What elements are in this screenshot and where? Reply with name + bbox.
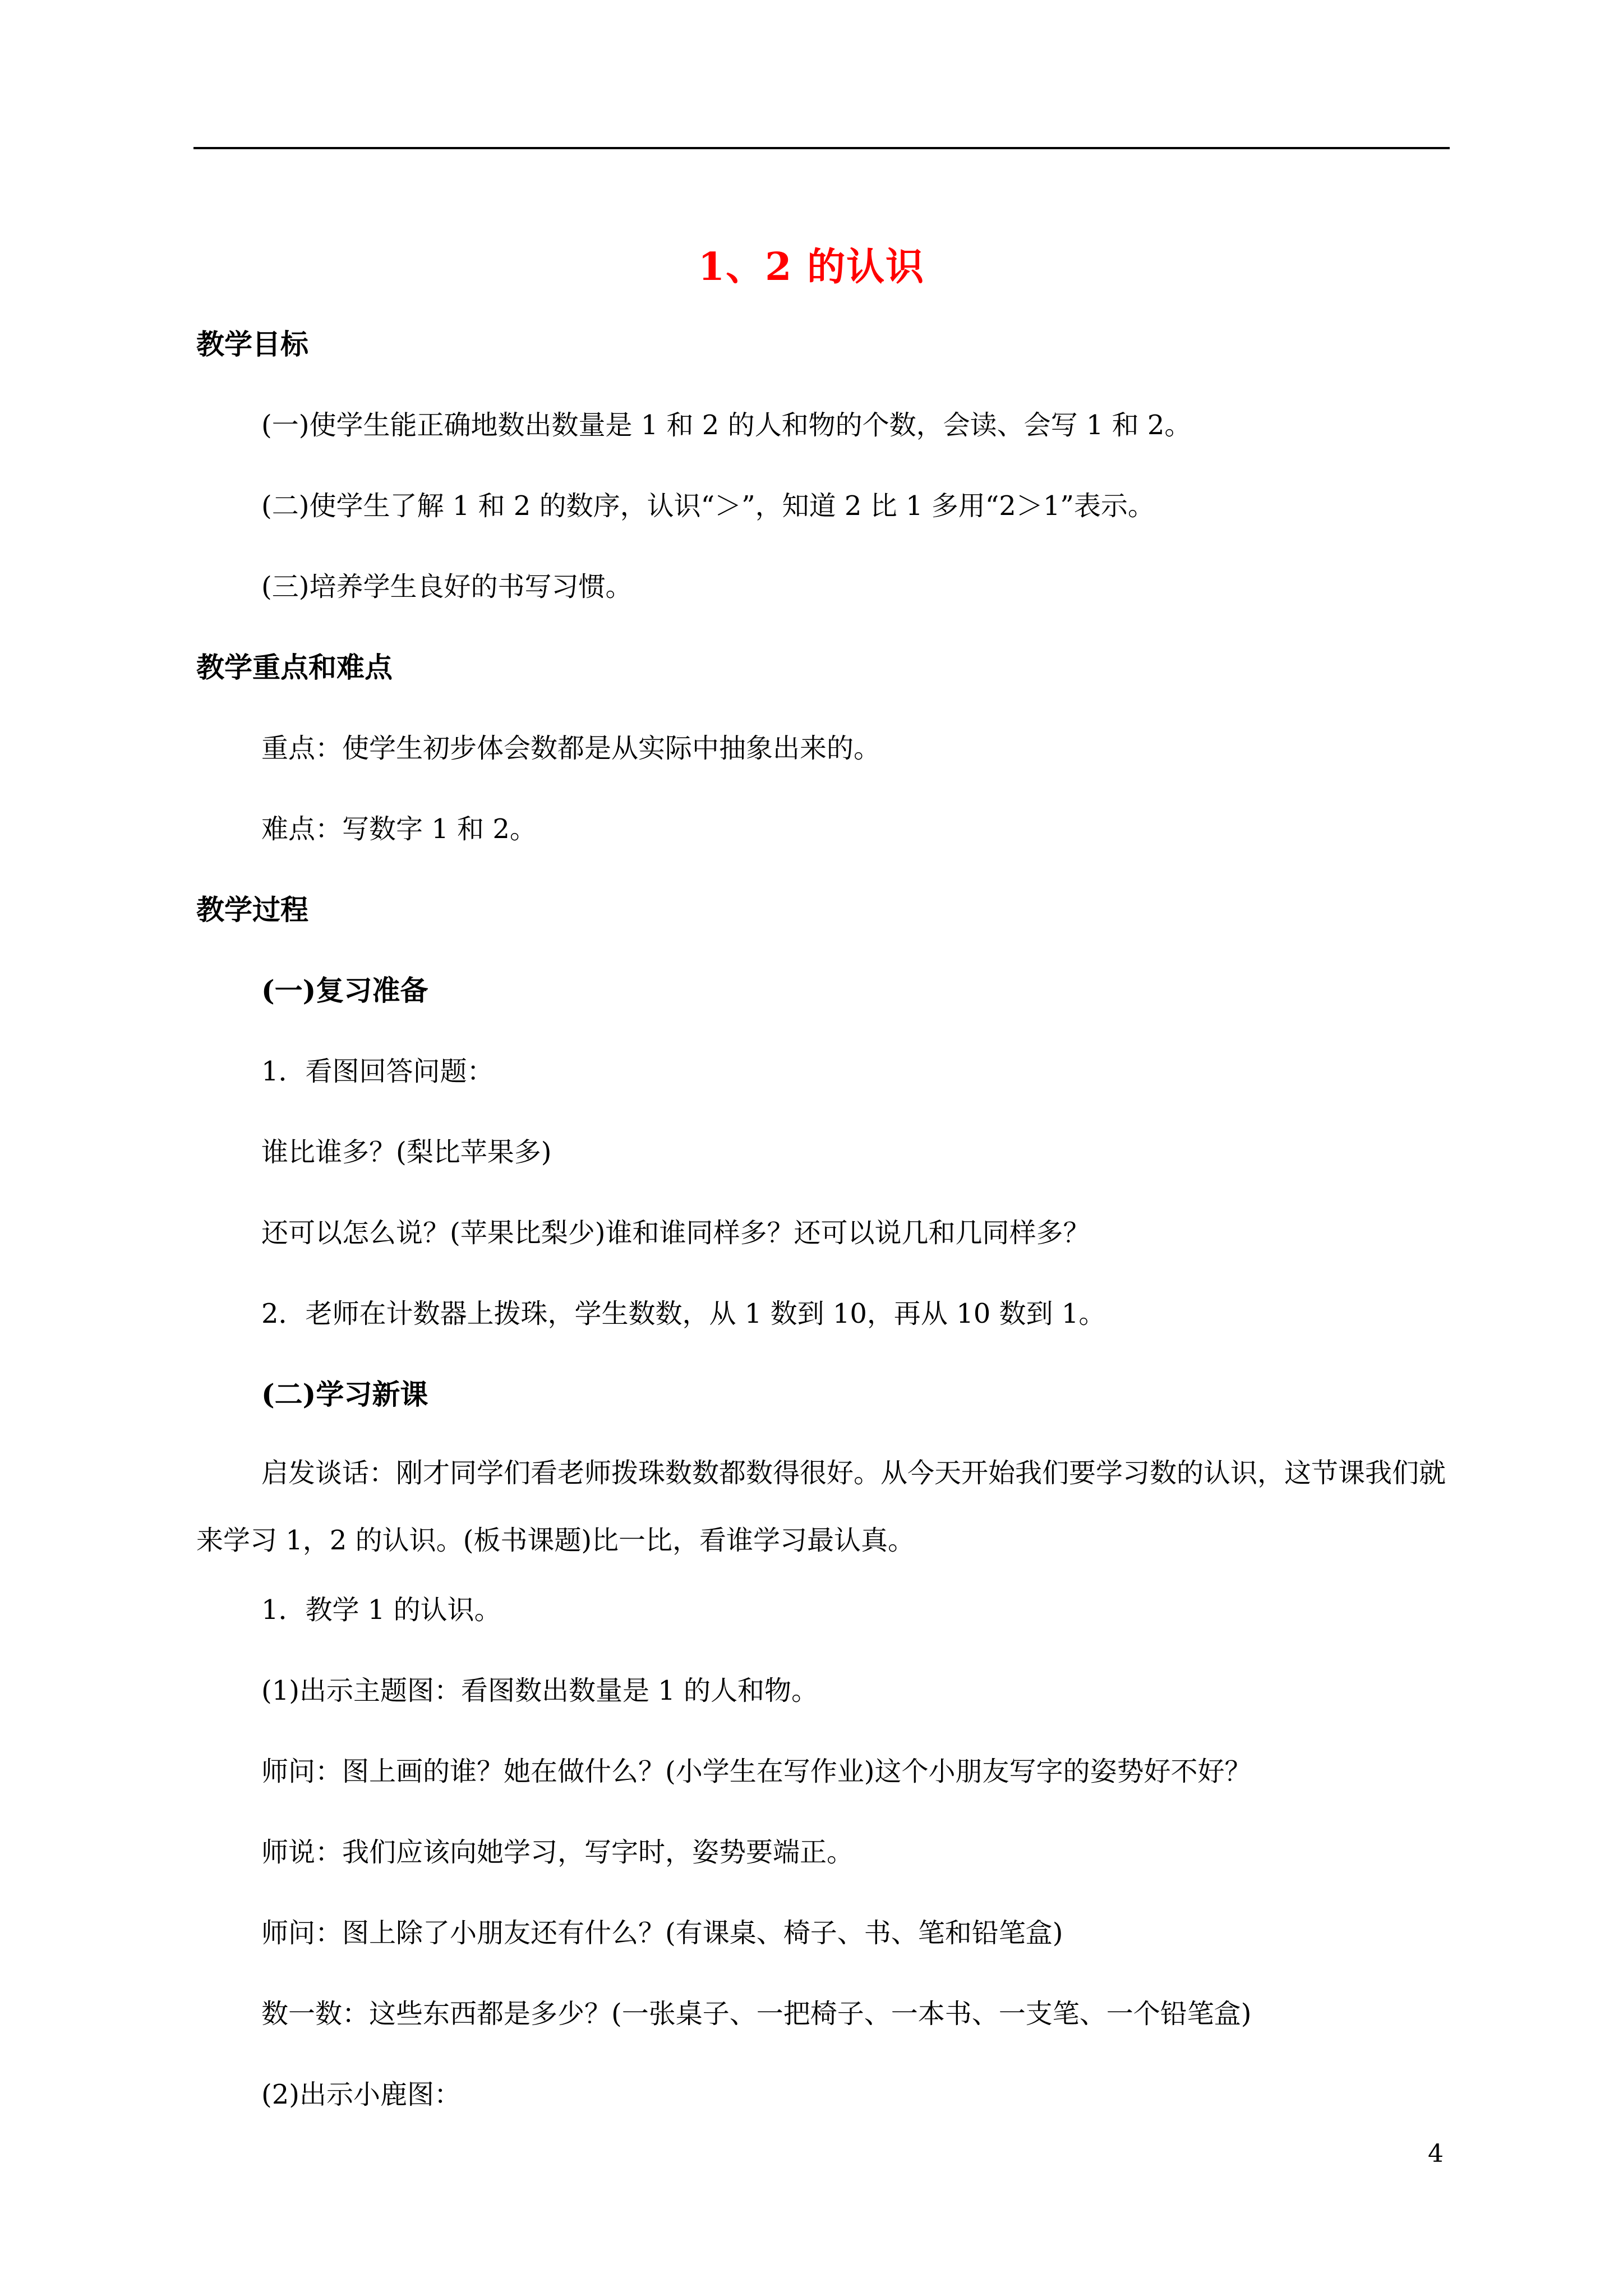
lesson-item-7: (2)出示小鹿图：: [261, 2079, 461, 2110]
goal-1: (一)使学生能正确地数出数量是 1 和 2 的人和物的个数，会读、会写 1 和 2。: [261, 409, 1192, 441]
review-item-2: 谁比谁多？(梨比苹果多): [261, 1137, 552, 1168]
goal-3: (三)培养学生良好的书写习惯。: [261, 571, 633, 602]
lesson-item-3: 师问：图上画的谁？她在做什么？(小学生在写作业)这个小朋友写字的姿势好不好？: [261, 1756, 1252, 1787]
review-item-3: 还可以怎么说？(苹果比梨少)谁和谁同样多？还可以说几和几同样多？: [261, 1217, 1090, 1249]
lesson-item-5: 师问：图上除了小朋友还有什么？(有课桌、椅子、书、笔和铅笔盒): [261, 1917, 1063, 1949]
lesson-item-2: (1)出示主题图：看图数出数量是 1 的人和物。: [261, 1675, 819, 1706]
goal-2: (二)使学生了解 1 和 2 的数序，认识“＞”，知道 2 比 1 多用“2＞1”表示。: [261, 490, 1155, 522]
lesson-item-4: 师说：我们应该向她学习，写字时，姿势要端正。: [261, 1837, 854, 1868]
review-item-1: 1．看图回答问题：: [261, 1056, 494, 1087]
header-rule: [193, 147, 1450, 149]
review-item-4: 2．老师在计数器上拨珠，学生数数，从 1 数到 10，再从 10 数到 1。: [261, 1298, 1106, 1329]
page-number: 4: [1428, 2139, 1444, 2168]
subheading-review: (一)复习准备: [261, 974, 428, 1007]
intro-paragraph: 启发谈话：刚才同学们看老师拨珠数数都数得很好。从今天开始我们要学习数的认识，这节课我们就来学习 1，2 的认识。(板书课题)比一比，看谁学习最认真。: [196, 1457, 1446, 1556]
heading-key-points: 教学重点和难点: [196, 651, 393, 684]
heading-teaching-goals: 教学目标: [196, 328, 308, 361]
key-point: 重点：使学生初步体会数都是从实际中抽象出来的。: [261, 733, 881, 764]
lesson-item-6: 数一数：这些东西都是多少？(一张桌子、一把椅子、一本书、一支笔、一个铅笔盒): [261, 1998, 1252, 2030]
heading-teaching-process: 教学过程: [196, 893, 308, 926]
subheading-new-lesson: (二)学习新课: [261, 1378, 428, 1411]
document-title: 1、2 的认识: [698, 244, 925, 289]
lesson-item-1: 1．教学 1 的认识。: [261, 1594, 501, 1626]
difficult-point: 难点：写数字 1 和 2。: [261, 813, 537, 845]
